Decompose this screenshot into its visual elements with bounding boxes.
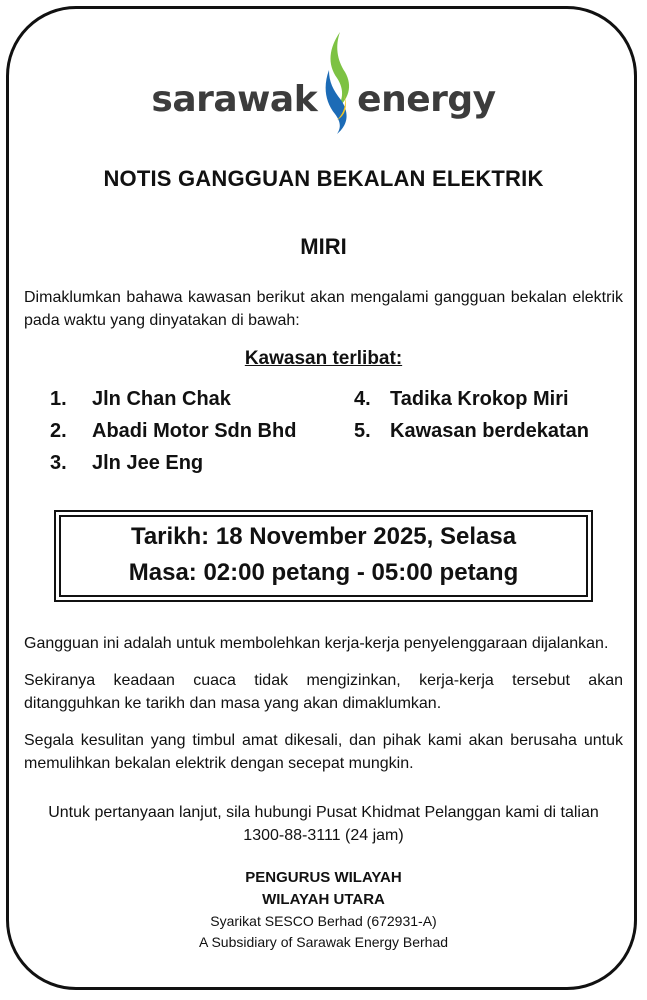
area-name: Jln Jee Eng bbox=[92, 452, 204, 474]
schedule-box bbox=[54, 510, 593, 602]
signature-title: PENGURUS WILAYAH bbox=[245, 869, 402, 886]
intro-paragraph: Dimaklumkan bahawa kawasan berikut akan mengalami gangguan bekalan elektrik pada waktu yang dinyatakan di bawah: bbox=[24, 289, 623, 329]
area-name: Abadi Motor Sdn Bhd bbox=[92, 420, 297, 442]
area-item bbox=[354, 420, 589, 443]
hotline-number: 1300-88-3111 (24 jam) bbox=[243, 827, 404, 844]
area-number: 5. bbox=[354, 420, 371, 442]
notice-content bbox=[24, 30, 623, 953]
area-number: 2. bbox=[50, 420, 67, 442]
sarawak-energy-logo bbox=[24, 30, 623, 142]
weather-paragraph: Sekiranya keadaan cuaca tidak mengizinkan, kerja-kerja tersebut akan ditangguhkan ke tarikh dan masa yang akan dimaklumkan. bbox=[24, 672, 623, 712]
area-item bbox=[50, 420, 296, 443]
area-item bbox=[50, 388, 231, 411]
schedule-date: Tarikh: 18 November 2025, Selasa bbox=[130, 523, 517, 550]
areas-list bbox=[24, 388, 623, 492]
area-name: Jln Chan Chak bbox=[92, 388, 231, 410]
schedule-time: Masa: 02:00 petang - 05:00 petang bbox=[128, 559, 519, 586]
contact-line: Untuk pertanyaan lanjut, sila hubungi Pusat Khidmat Pelanggan kami di talian bbox=[48, 804, 599, 821]
company-info bbox=[24, 911, 623, 953]
flame-icon bbox=[321, 30, 355, 134]
area-number: 3. bbox=[50, 452, 67, 474]
area-number: 4. bbox=[354, 388, 371, 410]
signature-region: WILAYAH UTARA bbox=[262, 891, 385, 908]
contact-info bbox=[24, 801, 623, 847]
notice-city: MIRI bbox=[300, 234, 347, 259]
area-number: 1. bbox=[50, 388, 67, 410]
area-item bbox=[50, 452, 203, 475]
maintenance-paragraph: Gangguan ini adalah untuk membolehkan kerja-kerja penyelenggaraan dijalankan. bbox=[24, 635, 609, 652]
logo-word-right: energy bbox=[357, 79, 496, 120]
apology-paragraph: Segala kesulitan yang timbul amat dikesali, dan pihak kami akan berusaha untuk memulihkan bekalan elektrik dengan secepat mungkin. bbox=[24, 732, 623, 772]
notice-title: NOTIS GANGGUAN BEKALAN ELEKTRIK bbox=[103, 166, 544, 191]
logo-word-left: sarawak bbox=[151, 79, 318, 120]
area-name: Kawasan berdekatan bbox=[390, 420, 589, 442]
signature-block bbox=[24, 867, 623, 911]
subsidiary-line: A Subsidiary of Sarawak Energy Berhad bbox=[198, 934, 449, 950]
area-item bbox=[354, 388, 569, 411]
area-name: Tadika Krokop Miri bbox=[390, 388, 569, 410]
areas-heading: Kawasan terlibat: bbox=[244, 348, 403, 369]
company-name: Syarikat SESCO Berhad (672931-A) bbox=[210, 913, 437, 929]
